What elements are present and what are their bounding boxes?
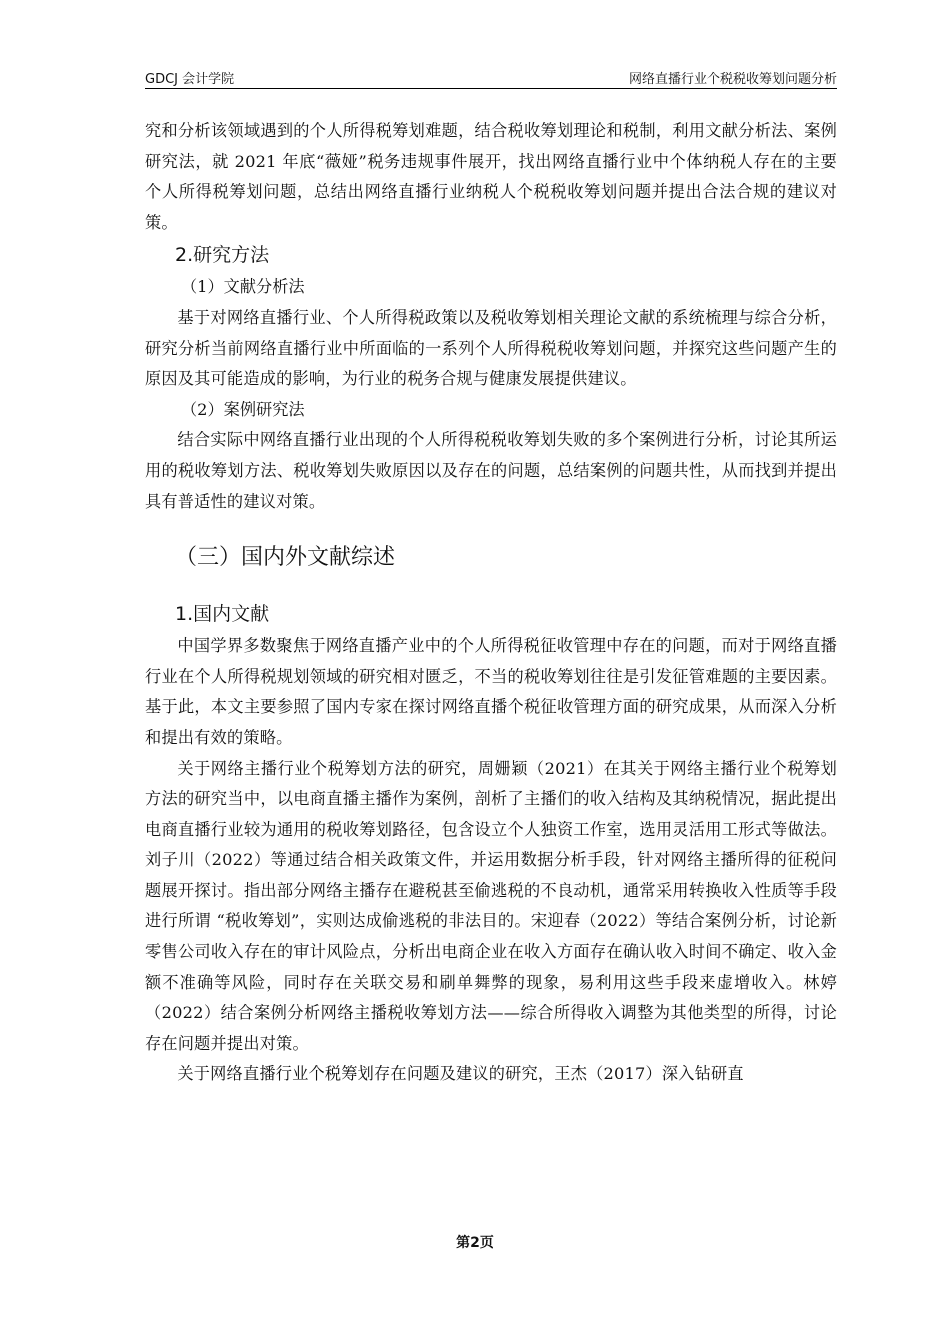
page-content bbox=[145, 116, 837, 1090]
domestic-paragraph-2: 关于网络主播行业个税筹划方法的研究，周姗颖（2021）在其关于网络主播行业个税筹划方法的研究当中，以电商直播主播作为案例，剖析了主播们的收入结构及其纳税情况，据此提出电商直播行业较为通用的税收筹划路径，包含设立个人独资工作室，选用灵活用工形式等做法。刘子川（2022）等通过结合相关政策文件，并运用数据分析手段，针对网络主播所得的征税问题展开探讨。指出部分网络主播存在避税甚至偷逃税的不良动机，通常采用转换收入性质等手段进行所谓 “税收筹划”，实则达成偷逃税的非法目的。宋迎春（2022）等结合案例分析，讨论新零售公司收入存在的审计风险点，分析出电商企业在收入方面存在确认收入时间不确定、收入金额不准确等风险，同时存在关联交易和刷单舞弊的现象，易利用这些手段来虚增收入。林婷（2022）结合案例分析网络主播税收筹划方法——综合所得收入调整为其他类型的所得，讨论存在问题并提出对策。 bbox=[145, 758, 837, 1053]
case-study-paragraph: 结合实际中网络直播行业出现的个人所得税税收筹划失败的多个案例进行分析，讨论其所运用的税收筹划方法、税收筹划失败原因以及存在的问题，总结案例的问题共性，从而找到并提出具有普适性的建议对策。 bbox=[145, 430, 837, 511]
page-number: 第2页 bbox=[456, 1235, 494, 1251]
section-heading-domestic: 1.国内文献 bbox=[175, 603, 270, 626]
intro-paragraph: 究和分析该领域遇到的个人所得税筹划难题，结合税收筹划理论和税制，利用文献分析法、案例研究法，就 2021 年底“薇娅”税务违规事件展开，找出网络直播行业中个体纳税人存在的主要个人所得税筹划问题，总结出网络直播行业纳税人个税税收筹划问题并提出合法合规的建议对策。 bbox=[145, 121, 837, 232]
page-header bbox=[145, 66, 837, 89]
section-heading-literature-review: （三）国内外文献综述 bbox=[175, 545, 396, 571]
domestic-paragraph-1: 中国学界多数聚焦于网络直播产业中的个人所得税征收管理中存在的问题，而对于网络直播行业在个人所得税规划领域的研究相对匮乏，不当的税收筹划往往是引发征管难题的主要因素。基于此，本文主要参照了国内专家在探讨网络直播个税征收管理方面的研究成果，从而深入分析和提出有效的策略。 bbox=[145, 636, 837, 747]
header-title: 网络直播行业个税税收筹划问题分析 bbox=[628, 72, 837, 87]
header-institution: GDCJ 会计学院 bbox=[145, 72, 235, 87]
subheading-case-study: （2）案例研究法 bbox=[181, 399, 305, 419]
subheading-literature-analysis: （1）文献分析法 bbox=[181, 277, 305, 297]
section-heading-methods: 2.研究方法 bbox=[175, 244, 270, 267]
domestic-paragraph-3: 关于网络直播行业个税筹划存在问题及建议的研究，王杰（2017）深入钻研直 bbox=[177, 1064, 744, 1084]
literature-analysis-paragraph: 基于对网络直播行业、个人所得税政策以及税收筹划相关理论文献的系统梳理与综合分析，研究分析当前网络直播行业中所面临的一系列个人所得税税收筹划问题，并探究这些问题产生的原因及其可能造成的影响，为行业的税务合规与健康发展提供建议。 bbox=[145, 307, 837, 389]
